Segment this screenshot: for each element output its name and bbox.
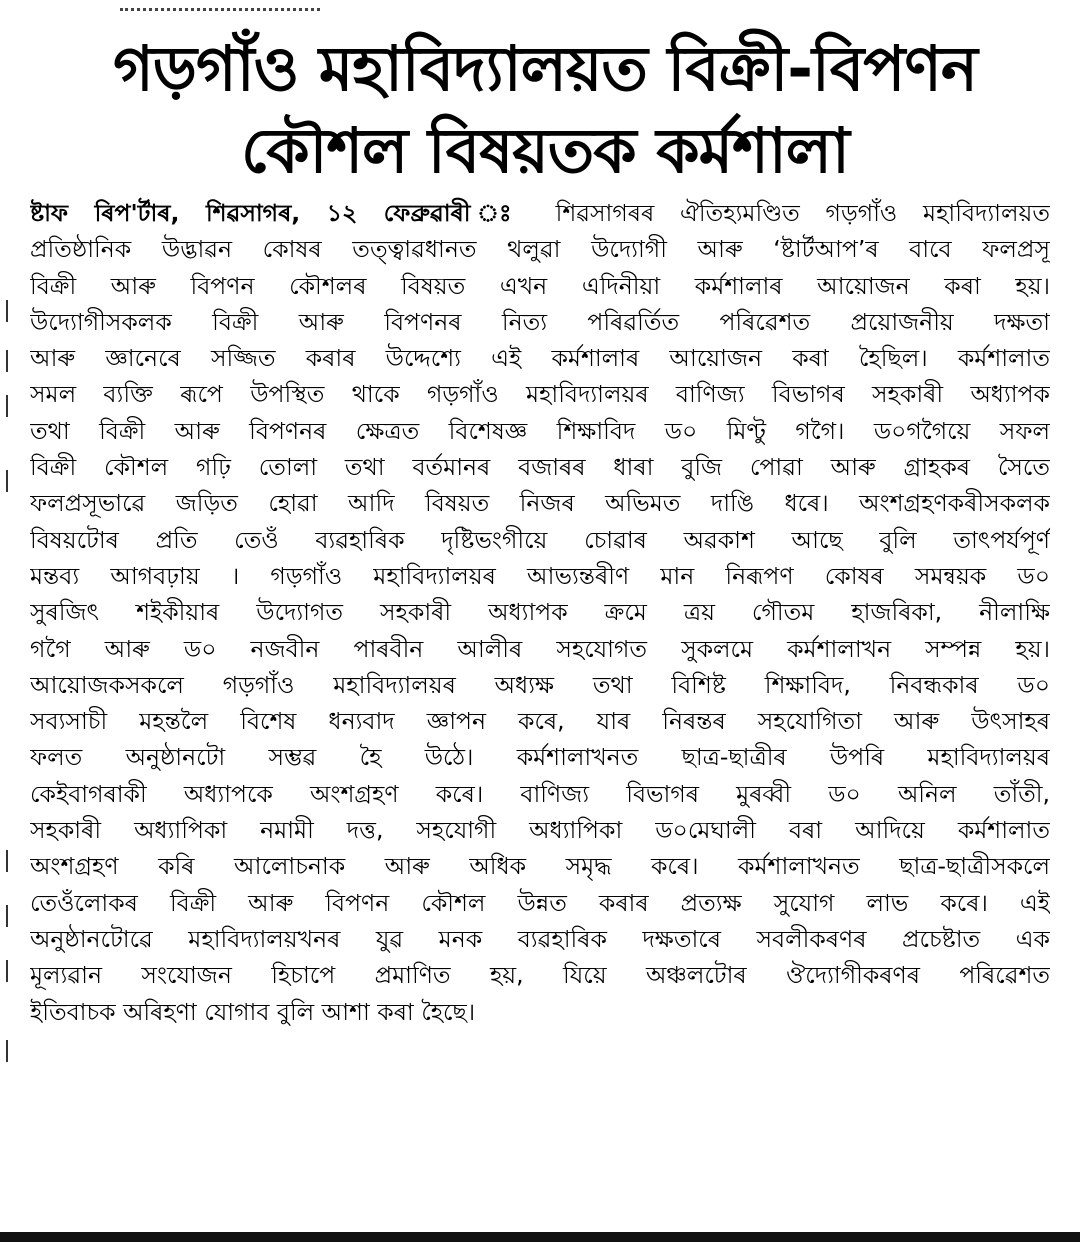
article-line: সমল ব্যক্তি ৰূপে উপস্থিত থাকে গড়গাঁও মহাবিদ্যালয়ৰ বাণিজ্য বিভাগৰ সহকাৰী অধ্যাপক (30, 380, 1050, 409)
article-line: বিক্ৰী কৌশল গঢ়ি তোলা তথা বৰ্তমানৰ বজাৰৰ ধাৰা বুজি পোৱা আৰু গ্ৰাহকৰ সৈতে (30, 453, 1050, 482)
article-line: ফলত অনুষ্ঠানটো সম্ভৱ হৈ উঠে। কৰ্মশালাখনত ছাত্ৰ-ছাত্ৰীৰ উপৰি মহাবিদ্যালয়ৰ (30, 743, 1050, 772)
article-line: প্ৰতিষ্ঠানিক উদ্ভাৱন কোষৰ তত্ত্বাৱধানত থলুৱা উদ্যোগী আৰু ‘ষ্টাৰ্টআপ’ৰ বাবে ফলপ্ৰসূ (30, 235, 1050, 264)
article-line: সুৰজিৎ শইকীয়াৰ উদ্যোগত সহকাৰী অধ্যাপক ক্ৰমে ত্ৰয় গৌতম হাজৰিকা, নীলাক্ষি (30, 598, 1050, 627)
dateline: ষ্টাফ ৰিপ'ৰ্টাৰ, শিৱসাগৰ, ১২ ফেব্ৰুৱাৰী ঃ (30, 199, 530, 227)
article-line: মূল্যৱান সংযোজন হিচাপে প্ৰমাণিত হয়, যিয়ে অঞ্চলটোৰ ঔদ্যোগীকৰণৰ পৰিৱেশত (30, 961, 1050, 990)
article-line: কেইবাগৰাকী অধ্যাপকে অংশগ্ৰহণ কৰে। বাণিজ্য বিভাগৰ মুৰব্বী ড০ অনিল তাঁতী, (30, 779, 1050, 808)
article-line: অনুষ্ঠানটোৱে মহাবিদ্যালয়খনৰ যুৱ মনক ব্যৱহাৰিক দক্ষতাৰে সবলীকৰণৰ প্ৰচেষ্টাত এক (30, 924, 1050, 953)
article-line: বিষয়টোৰ প্ৰতি তেওঁ ব্যৱহাৰিক দৃষ্টিভংগীয়ে চোৱাৰ অৱকাশ আছে বুলি তাৎপৰ্যপূৰ্ণ (30, 525, 1050, 554)
article-line: সব্যসাচী মহন্তলৈ বিশেষ ধন্যবাদ জ্ঞাপন কৰে, যাৰ নিৰন্তৰ সহযোগিতা আৰু উৎসাহৰ (30, 707, 1050, 736)
cropped-previous-text (120, 0, 320, 11)
article-line: তেওঁলোকৰ বিক্ৰী আৰু বিপণন কৌশল উন্নত কৰাৰ প্ৰত্যক্ষ সুযোগ লাভ কৰে। এই (30, 888, 1050, 917)
article-line: অংশগ্ৰহণ কৰি আলোচনাক আৰু অধিক সমৃদ্ধ কৰে। কৰ্মশালাখনত ছাত্ৰ-ছাত্ৰীসকলে (30, 852, 1050, 881)
article-line: আৰু জ্ঞানেৰে সজ্জিত কৰাৰ উদ্দেশ্যে এই কৰ্মশালাৰ আয়োজন কৰা হৈছিল। কৰ্মশালাত (30, 344, 1050, 373)
headline-line-1: গড়গাঁও মহাবিদ্যালয়ত বিক্ৰী-বিপণন (113, 32, 977, 105)
article-line: উদ্যোগীসকলক বিক্ৰী আৰু বিপণনৰ নিত্য পৰিৱৰ্তিত পৰিৱেশত প্ৰয়োজনীয় দক্ষতা (30, 307, 1050, 336)
bottom-border-rule (0, 1232, 1080, 1242)
article-line: ইতিবাচক অৰিহণা যোগাব বুলি আশা কৰা হৈছে। (30, 997, 476, 1026)
article-line-text: শিৱসাগৰৰ ঐতিহ্যমণ্ডিত গড়গাঁও মহাবিদ্যালয়ত (555, 199, 1050, 227)
article-line: বিক্ৰী আৰু বিপণন কৌশলৰ বিষয়ত এখন এদিনীয়া কৰ্মশালাৰ আয়োজন কৰা হয়। (30, 271, 1050, 300)
article-body (30, 195, 1050, 1030)
article-line: আয়োজকসকলে গড়গাঁও মহাবিদ্যালয়ৰ অধ্যক্ষ তথা বিশিষ্ট শিক্ষাবিদ, নিবন্ধকাৰ ড০ (30, 670, 1050, 699)
article-line: তথা বিক্ৰী আৰু বিপণনৰ ক্ষেত্ৰত বিশেষজ্ঞ শিক্ষাবিদ ড০ মিণ্টু গগৈ। ড০গগৈয়ে সফল (30, 416, 1050, 445)
article-line: গগৈ আৰু ড০ নজবীন পাৰবীন আলীৰ সহযোগত সুকলমে কৰ্মশালাখন সম্পন্ন হয়। (30, 634, 1050, 663)
article-line: সহকাৰী অধ্যাপিকা নমামী দত্ত, সহযোগী অধ্যাপিকা ড০মেঘালী বৰা আদিয়ে কৰ্মশালাত (30, 816, 1050, 845)
headline-line-2: কৌশল বিষয়তক কৰ্মশালা (241, 114, 849, 187)
article-line: মন্তব্য আগবঢ়ায় । গড়গাঁও মহাবিদ্যালয়ৰ আভ্যন্তৰীণ মান নিৰূপণ কোষৰ সমন্বয়ক ড০ (30, 561, 1050, 590)
article-line (30, 195, 1050, 231)
cropped-left-column-edge (0, 0, 22, 1242)
headline (30, 28, 1060, 192)
article-line: ফলপ্ৰসূভাৱে জড়িত হোৱা আদি বিষয়ত নিজৰ অভিমত দাঙি ধৰে। অংশগ্ৰহণকৰীসকলক (30, 489, 1050, 518)
